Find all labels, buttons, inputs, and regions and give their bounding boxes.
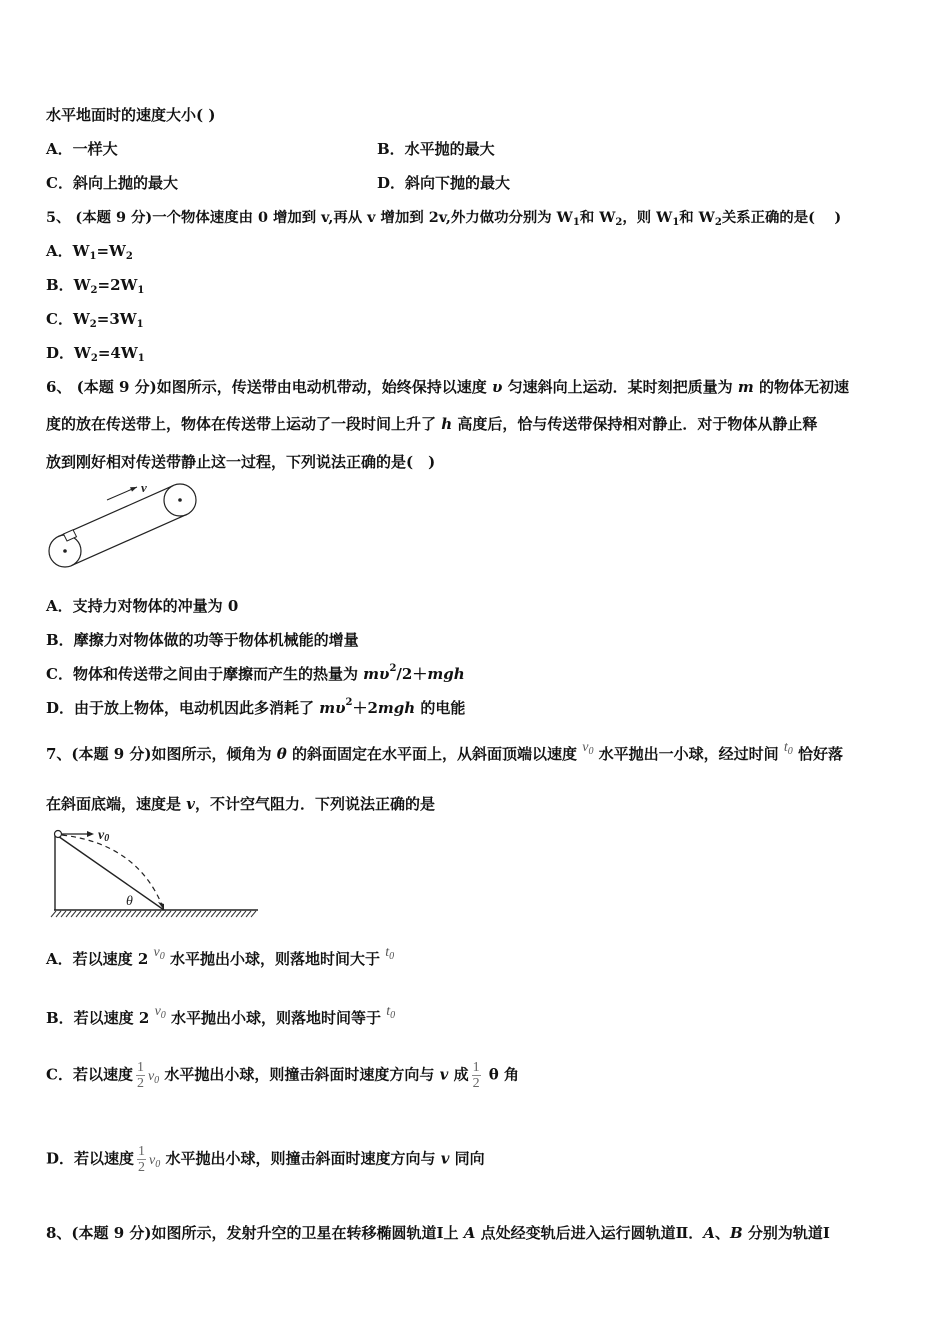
- q6-option-c: C．物体和传送带之间由于摩擦而产生的热量为 $m\upsilon^2/2+mgh$: [46, 663, 465, 683]
- q5-option-b: B．$W_2=2W_1$: [46, 276, 145, 296]
- ball: [55, 831, 62, 838]
- q5-stem: 5、 (本题 9 分)一个物体速度由 0 增加到 v,再从 v 增加到 2v,外力做功分别为 $W_1$和 $W_2$，则 $W_1$和 $W_2$关系正确的是( ): [46, 209, 842, 228]
- v0-label: v0: [98, 828, 110, 844]
- t0-symbol: $t_0$: [385, 945, 395, 962]
- hatch-stroke: [196, 911, 201, 917]
- q6-stem-line2: 度的放在传送带上，物体在传送带上运动了一段时间上升了 h 高度后，恰与传送带保持相对静止．对于物体从静止释: [46, 415, 818, 433]
- q7-option-b: B．若以速度 2 $v_0$ 水平抛出小球，则落地时间等于 $t_0$: [46, 1004, 396, 1027]
- q4-option-d: D．斜向下抛的最大: [377, 174, 511, 192]
- hatch-stroke: [151, 911, 156, 917]
- hatch-stroke: [206, 911, 211, 917]
- fraction-half: $\frac{1}{2}$: [138, 1144, 146, 1175]
- hatch-stroke: [211, 911, 216, 917]
- q4-option-b: B．水平抛的最大: [377, 140, 495, 158]
- incline-projectile-figure: [44, 822, 264, 922]
- hatch-stroke: [226, 911, 231, 917]
- hatch-stroke: [76, 911, 81, 917]
- velocity-arrowhead: [130, 487, 137, 492]
- hatch-stroke: [231, 911, 236, 917]
- hatch-stroke: [161, 911, 166, 917]
- hatch-stroke: [111, 911, 116, 917]
- hatch-stroke: [141, 911, 146, 917]
- hatch-stroke: [101, 911, 106, 917]
- hatch-stroke: [126, 911, 131, 917]
- q5-option-d: D．$W_2=4W_1$: [46, 344, 145, 364]
- hatch-stroke: [121, 911, 126, 917]
- q6-stem-line1: 6、 (本题 9 分)如图所示，传送带由电动机带动，始终保持以速度 υ 匀速斜向上运动．某时刻把质量为 m 的物体无初速: [46, 378, 849, 396]
- q4-stem: 水平地面时的速度大小( ): [46, 106, 216, 124]
- hatch-stroke: [156, 911, 161, 917]
- fraction-half: $\frac{1}{2}$: [136, 1060, 144, 1091]
- block-on-belt: [64, 530, 77, 541]
- q6-option-a: A．支持力对物体的冲量为 0: [46, 597, 239, 615]
- hatch-stroke: [191, 911, 196, 917]
- hatch-stroke: [246, 911, 251, 917]
- q7-option-a: A．若以速度 2 $v_0$ 水平抛出小球，则落地时间大于 $t_0$: [46, 945, 395, 968]
- fraction-half: $\frac{1}{2}$: [472, 1060, 480, 1091]
- hatch-stroke: [51, 911, 56, 917]
- hatch-stroke: [116, 911, 121, 917]
- q6-option-b: B．摩擦力对物体做的功等于物体机械能的增量: [46, 631, 359, 649]
- upper-pulley-axle: [178, 498, 182, 502]
- q8-stem-line1: 8、(本题 9 分)如图所示，发射升空的卫星在转移椭圆轨道Ⅰ上 A 点处经变轨后进入运行圆轨道Ⅱ．A、B 分别为轨道Ⅰ: [46, 1224, 830, 1242]
- belt-top: [58, 486, 173, 537]
- hatch-stroke: [131, 911, 136, 917]
- hatch-stroke: [56, 911, 61, 917]
- q4-option-a: A．一样大: [46, 140, 118, 158]
- conveyor-belt-figure: [44, 478, 204, 573]
- t0-symbol: $t_0$: [386, 1004, 396, 1021]
- hatch-stroke: [106, 911, 111, 917]
- v0-arrowhead: [87, 831, 94, 837]
- ground-hatching: [51, 911, 256, 917]
- hatch-stroke: [241, 911, 246, 917]
- v0-symbol: $v_0$: [147, 1068, 160, 1086]
- v0-symbol: $v_0$: [154, 1004, 166, 1021]
- hatch-stroke: [176, 911, 181, 917]
- q7-option-c: C．若以速度 $\frac{1}{2}$ $v_0$ 水平抛出小球，则撞击斜面时速度方向与 v 成 $\frac{1}{2}$ θ 角: [46, 1060, 520, 1091]
- hatch-stroke: [96, 911, 101, 917]
- q7-stem-line1: 7、(本题 9 分)如图所示，倾角为 θ 的斜面固定在水平面上，从斜面顶端以速度 $v_0$ 水平抛出一小球，经过时间 $t_0$ 恰好落: [46, 740, 844, 763]
- velocity-label: v: [141, 480, 147, 495]
- hatch-stroke: [236, 911, 241, 917]
- hatch-stroke: [136, 911, 141, 917]
- q6-stem-line3: 放到刚好相对传送带静止这一过程，下列说法正确的是( ): [46, 453, 436, 471]
- hatch-stroke: [181, 911, 186, 917]
- v0-symbol: $v_0$: [153, 945, 165, 962]
- v0-symbol: $v_0$: [582, 740, 594, 757]
- hatch-stroke: [86, 911, 91, 917]
- hatch-stroke: [201, 911, 206, 917]
- q7-stem-line2: 在斜面底端，速度是 v，不计空气阻力．下列说法正确的是: [46, 795, 435, 813]
- hatch-stroke: [91, 911, 96, 917]
- theta-label: θ: [126, 894, 133, 909]
- hatch-stroke: [166, 911, 171, 917]
- incline-slope: [55, 834, 164, 910]
- v0-symbol: $v_0$: [149, 1152, 161, 1170]
- hatch-stroke: [221, 911, 226, 917]
- hatch-stroke: [216, 911, 221, 917]
- hatch-stroke: [81, 911, 86, 917]
- hatch-stroke: [61, 911, 66, 917]
- lower-pulley-axle: [63, 549, 67, 553]
- hatch-stroke: [146, 911, 151, 917]
- q4-option-c: C．斜向上抛的最大: [46, 174, 178, 192]
- hatch-stroke: [186, 911, 191, 917]
- q7-option-d: D．若以速度 $\frac{1}{2}$ $v_0$ 水平抛出小球，则撞击斜面时速度方向与 v 同向: [46, 1144, 485, 1175]
- hatch-stroke: [171, 911, 176, 917]
- t0-symbol: $t_0$: [783, 740, 793, 757]
- q5-option-c: C．$W_2=3W_1$: [46, 310, 144, 330]
- q6-option-d: D．由于放上物体，电动机因此多消耗了 $m\upsilon^2+2mgh$ 的电能: [46, 697, 466, 717]
- hatch-stroke: [251, 911, 256, 917]
- hatch-stroke: [66, 911, 71, 917]
- belt-bottom: [72, 514, 187, 565]
- q5-option-a: A．$W_1=W_2$: [46, 242, 133, 262]
- hatch-stroke: [71, 911, 76, 917]
